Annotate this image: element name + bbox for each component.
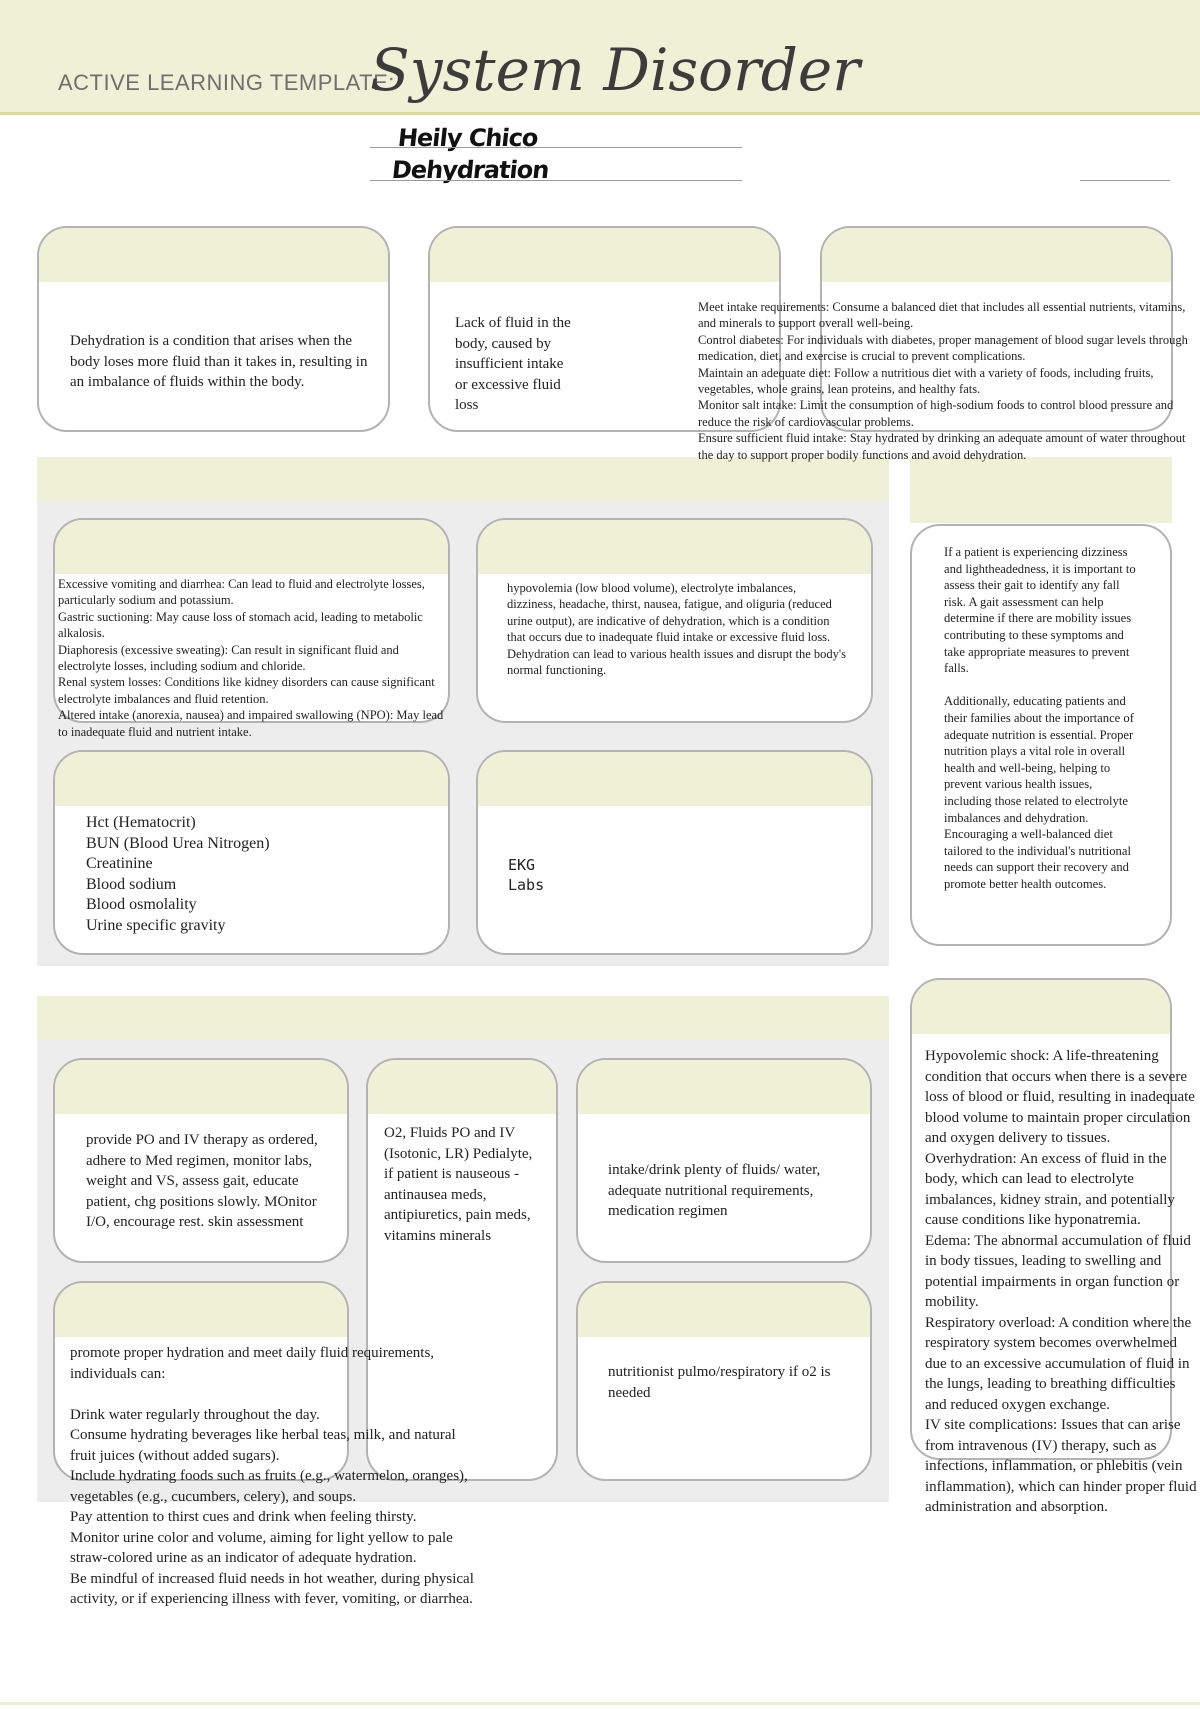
nursing-care-text: provide PO and IV therapy as ordered, adhere to Med regimen, monitor labs, weight and VS, assess gait, educate patient, chg positions slowly. MOnitor I/O, encourage rest. skin assessment — [86, 1132, 318, 1230]
review-module-rule — [1080, 180, 1170, 181]
health-promotion-text: Meet intake requirements: Consume a balanced diet that includes all essential nutrients, vitamins, and minerals to support overall well-being. Control diabetes: For individuals with diabetes, proper management of blood sugar levels through medication, diet, and exercise is crucial to prevent complications. Maintain an adequate diet: Follow a nutritious diet with a variety of foods, including fruits, vegetables, whole grains, lean proteins, and healthy fats. Monitor salt intake: Limit the consumption of high-sodium foods to control blood pressure and reduce the risk of cardiovascular problems. Ensure sufficient fluid intake: Stay hydrated by drinking an adequate amount of water throughout the day to support proper bodily functions and avoid dehydration. — [698, 300, 1188, 462]
care-band — [37, 996, 889, 1040]
disorder-rule — [370, 180, 742, 181]
safety-band — [910, 457, 1172, 523]
footer-rule — [0, 1702, 1200, 1705]
diagnostic-procedures-text: EKG Labs — [508, 856, 545, 894]
interprofessional-care-text: nutritionist pulmo/respiratory if o2 is needed — [608, 1364, 831, 1401]
disorder-name: Dehydration — [390, 156, 550, 184]
assessment-band — [37, 457, 889, 501]
description-box — [37, 226, 390, 432]
client-education-text: intake/drink plenty of fluids/ water, adequate nutritional requirements, medication regimen — [608, 1162, 821, 1219]
name-rule — [370, 147, 742, 148]
diagnostic-procedures-box — [476, 750, 873, 955]
medications-text: O2, Fluids PO and IV (Isotonic, LR) Pedialyte, if patient is nauseous - antinausea meds, antipiuretics, pain meds, vitamins minerals — [384, 1125, 533, 1244]
safety-text: If a patient is experiencing dizziness and lightheadedness, it is important to assess their gait to identify any fall risk. A gait assessment can help determine if there are mobility issues contributing to these symptoms and take appropriate measures to prevent falls. Additionally, educating patients and their families about the importance of adequate nutrition is essential. Proper nutrition plays a vital role in overall health and well-being, helping to prevent various health issues, including those related to electrolyte imbalances and dehydration. Encouraging a well-balanced diet tailored to the individual's nutritional needs can support their recovery and promote better health outcomes. — [944, 545, 1136, 891]
expected-findings-text: hypovolemia (low blood volume), electrolyte imbalances, dizziness, headache, thirst, nausea, fatigue, and oliguria (reduced urine output), are indicative of dehydration, which is a condition that occurs due to inadequate fluid intake or excessive fluid loss. Dehydration can lead to various health issues and disrupt the body's normal functioning. — [507, 581, 846, 678]
pathophysiology-text: Lack of fluid in the body, caused by insufficient intake or excessive fluid loss — [455, 315, 571, 413]
complications-text: Hypovolemic shock: A life-threatening condition that occurs when there is a severe loss of blood or fluid, resulting in inadequate blood volume to maintain proper circulation and oxygen delivery to tissues. Overhydration: An excess of fluid in the body, which can lead to electrolyte imbalances, kidney strain, and potentially cause conditions like hyponatremia. Edema: The abnormal accumulation of fluid in body tissues, leading to swelling and potential impairments in organ function or mobility. Respiratory overload: A condition where the respiratory system becomes overwhelmed due to an excessive accumulation of fluid in the lungs, leading to breathing difficulties and reduced oxygen exchange. IV site complications: Issues that can arise from intravenous (IV) therapy, such as infections, inflammation, or phlebitis (vein inflammation), which can hinder proper fluid administration and absorption. — [925, 1048, 1197, 1515]
risk-factors-text: Excessive vomiting and diarrhea: Can lead to fluid and electrolyte losses, particularly sodium and potassium. Gastric suctioning: May cause loss of stomach acid, leading to metabolic alkalosis. Diaphoresis (excessive sweating): Can result in significant fluid and electrolyte losses, including sodium and chloride. Renal system losses: Conditions like kidney disorders can cause significant electrolyte imbalances and fluid retention. Altered intake (anorexia, nausea) and impaired swallowing (NPO): May lead to inadequate fluid and nutrient intake. — [58, 577, 444, 739]
template-title: System Disorder — [370, 36, 860, 104]
therapeutic-procedures-text: promote proper hydration and meet daily fluid requirements, individuals can: Drink water regularly throughout the day. Consume hydrating beverages like herbal teas, milk, and natural fruit juices (without added sugars). Include hydrating foods such as fruits (e.g., watermelon, oranges), vegetables (e.g., cucumbers, celery), and soups. Pay attention to thirst cues and drink when feeling thirsty. Monitor urine color and volume, aiming for light yellow to pale straw-colored urine as an indicator of adequate hydration. Be mindful of increased fluid needs in hot weather, during physical activity, or if experiencing illness with fever, vomiting, or diarrhea. — [70, 1345, 474, 1607]
template-label: ACTIVE LEARNING TEMPLATE: — [58, 70, 395, 95]
laboratory-tests-text: Hct (Hematocrit) BUN (Blood Urea Nitrogen) Creatinine Blood sodium Blood osmolality Urine specific gravity — [86, 814, 270, 934]
description-text: Dehydration is a condition that arises when the body loses more fluid than it takes in, resulting in an imbalance of fluids within the body. — [70, 333, 368, 390]
student-name: Heily Chico — [396, 124, 539, 152]
